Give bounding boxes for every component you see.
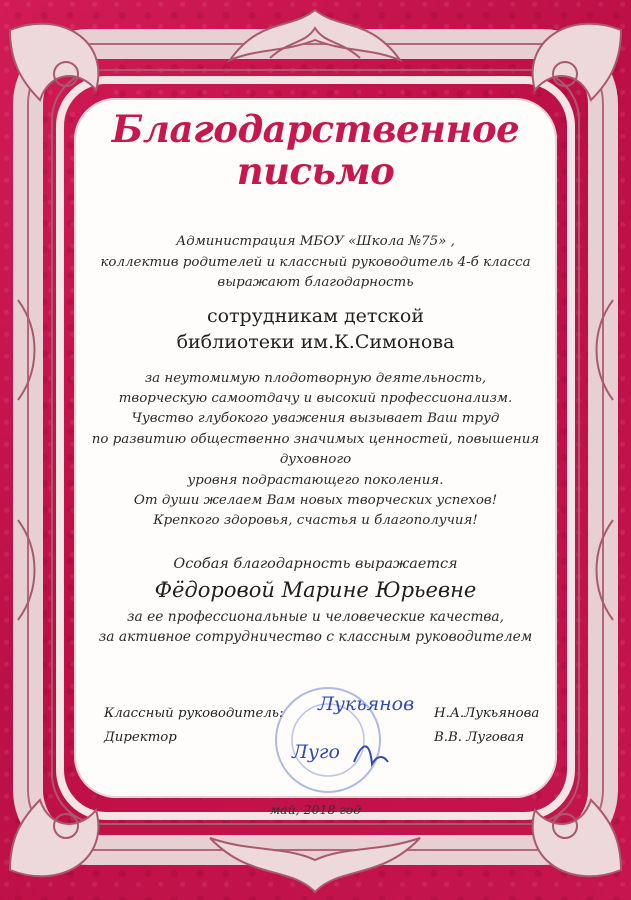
- honoree-reason: за ее профессиональные и человеческие качества, за активное сотрудничество с классным руководителем: [98, 608, 533, 646]
- teacher-name: Н.А.Лукьянова: [434, 706, 540, 721]
- intro-text: Администрация МБОУ «Школа №75» , коллектив родителей и классный руководитель 4-б класса выражают благодарность: [100, 234, 531, 290]
- issue-date: май, 2018 год: [269, 802, 362, 817]
- director-role: Директор: [104, 730, 177, 745]
- handwritten-signature-2: Луго: [292, 741, 340, 763]
- director-name: В.В. Луговая: [434, 730, 525, 745]
- official-stamp: [268, 678, 415, 798]
- honoree-name: Фёдоровой Марине Юрьевне: [154, 577, 477, 602]
- special-thanks: Особая благодарность выражается: [173, 555, 458, 572]
- teacher-role: Классный руководитель:: [104, 706, 284, 721]
- body-text: за неутомимую плодотворную деятельность, творческую самоотдачу и высокий профессионализм. Чувство глубокого уважения вызывает Ваш труд по развитию общественно значимых ценностей, повышения духовного уровня подрастающего поколения. От души желаем Вам новых творческих успехов! Крепкого здоровья, счастья и благополучия!: [91, 370, 540, 529]
- recipient-name: сотрудникам детской библиотеки им.К.Симонова: [176, 304, 455, 353]
- certificate-content: [60, 108, 571, 648]
- handwritten-signature-1: Лукьянов: [318, 693, 415, 715]
- certificate-title: Благодарственное письмо: [111, 107, 520, 193]
